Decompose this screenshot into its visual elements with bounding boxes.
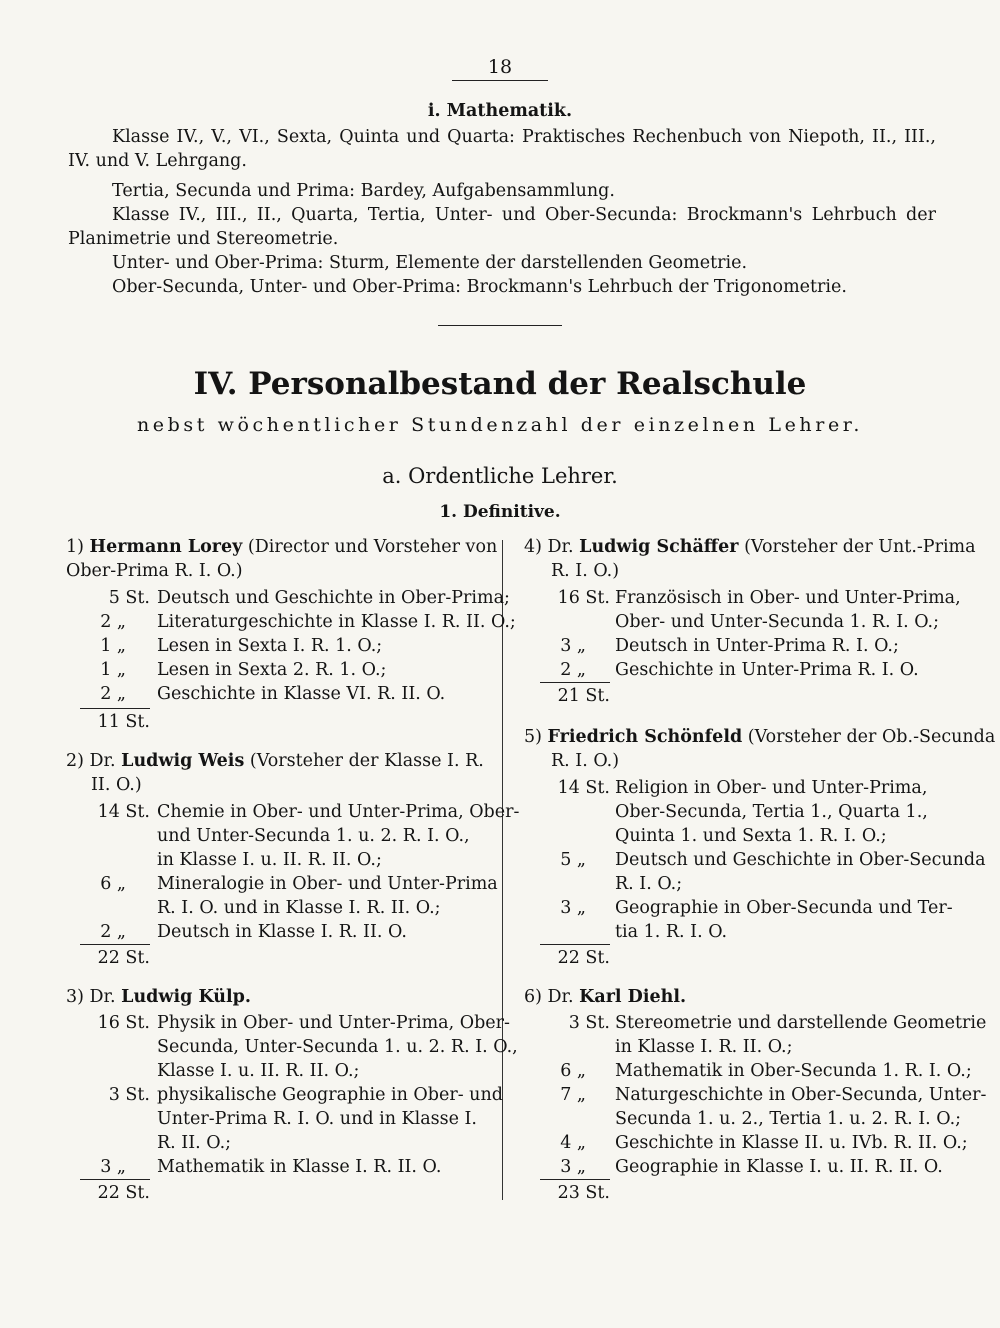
teacher-number: 5) (524, 727, 542, 747)
teacher-number: 1) (66, 537, 84, 557)
subject: Physik in Ober- und Unter-Prima, Ober- (157, 1013, 510, 1033)
hours: 1 „ (100, 636, 126, 656)
subject: Lesen in Sexta I. R. 1. O.; (157, 636, 383, 656)
teacher-role-cont: Ober-Prima R. I. O.) (66, 561, 243, 581)
subject: Secunda 1. u. 2., Tertia 1. u. 2. R. I. O.; (615, 1109, 962, 1129)
math-section-title: i. Mathematik. (427, 101, 573, 121)
math-line-4: Klasse IV., III., II., Quarta, Tertia, Unter- und Ober-Secunda: Brockmann's Lehrbuch der (112, 205, 936, 225)
teacher-role-cont: R. I. O.) (551, 561, 620, 581)
subject: in Klasse I. u. II. R. II. O.; (157, 850, 382, 870)
math-line-7: Ober-Secunda, Unter- und Ober-Prima: Brockmann's Lehrbuch der Trigonometrie. (112, 277, 847, 297)
teacher-role: (Vorsteher der Ob.-Secunda (747, 727, 996, 747)
subject: R. II. O.; (157, 1133, 232, 1153)
hours: 16 St. (557, 588, 610, 608)
sum-rule (540, 682, 610, 683)
subject: Mathematik in Klasse I. R. II. O. (157, 1157, 442, 1177)
math-line-2: IV. und V. Lehrgang. (68, 151, 247, 171)
hours: 6 „ (560, 1061, 586, 1081)
teacher-name: Karl Diehl. (579, 987, 687, 1007)
teacher-entry-4 (524, 535, 976, 559)
section-subtitle: nebst wöchentlicher Stundenzahl der einzelnen Lehrer. (136, 414, 864, 436)
teacher-role: (Vorsteher der Klasse I. R. (249, 751, 484, 771)
subject: Deutsch in Unter-Prima R. I. O.; (615, 636, 899, 656)
total-hours: 22 St. (97, 948, 150, 968)
teacher-name: Ludwig Külp. (121, 987, 251, 1007)
teacher-entry-2 (66, 749, 484, 773)
subheading-ordentliche-lehrer: a. Ordentliche Lehrer. (382, 464, 618, 488)
subject: Geschichte in Unter-Prima R. I. O. (615, 660, 919, 680)
subject: Quinta 1. und Sexta 1. R. I. O.; (615, 826, 887, 846)
math-line-3: Tertia, Secunda und Prima: Bardey, Aufgabensammlung. (112, 181, 615, 201)
hours: 2 „ (100, 922, 126, 942)
total-hours: 22 St. (557, 948, 610, 968)
teacher-number: 6) Dr. (524, 987, 574, 1007)
subject: physikalische Geographie in Ober- und (157, 1085, 503, 1105)
subject: Lesen in Sexta 2. R. 1. O.; (157, 660, 387, 680)
subject: Geschichte in Klasse II. u. IVb. R. II. O.; (615, 1133, 968, 1153)
subject: Mineralogie in Ober- und Unter-Prima (157, 874, 498, 894)
total-hours: 22 St. (97, 1183, 150, 1203)
sum-rule (80, 944, 150, 945)
subject: Deutsch und Geschichte in Ober-Secunda (615, 850, 986, 870)
hours: 3 „ (560, 898, 586, 918)
teacher-role-cont: R. I. O.) (551, 751, 620, 771)
hours: 3 St. (108, 1085, 150, 1105)
subject: R. I. O.; (615, 874, 683, 894)
hours: 3 St. (568, 1013, 610, 1033)
hours: 3 „ (560, 1157, 586, 1177)
subject: in Klasse I. R. II. O.; (615, 1037, 793, 1057)
subject: und Unter-Secunda 1. u. 2. R. I. O., (157, 826, 470, 846)
section-title: IV. Personalbestand der Realschule (193, 366, 807, 402)
subject: Geschichte in Klasse VI. R. II. O. (157, 684, 446, 704)
subject: Geographie in Ober-Secunda und Ter- (615, 898, 953, 918)
page-number-rule (452, 80, 548, 81)
teacher-name: Ludwig Schäffer (579, 537, 739, 557)
section-divider (438, 325, 562, 326)
subject: Ober- und Unter-Secunda 1. R. I. O.; (615, 612, 940, 632)
subject: Secunda, Unter-Secunda 1. u. 2. R. I. O., (157, 1037, 518, 1057)
hours: 2 „ (560, 660, 586, 680)
page-number: 18 (487, 56, 513, 78)
teacher-role: (Vorsteher der Unt.-Prima (744, 537, 976, 557)
teacher-entry-5 (524, 725, 995, 749)
teacher-role: (Director und Vorsteher von (247, 537, 498, 557)
subject: Stereometrie und darstellende Geometrie (615, 1013, 987, 1033)
subject: Literaturgeschichte in Klasse I. R. II. O.; (157, 612, 516, 632)
teacher-entry-6 (524, 985, 686, 1009)
subject: R. I. O. und in Klasse I. R. II. O.; (157, 898, 441, 918)
teacher-number: 3) Dr. (66, 987, 116, 1007)
subject: Religion in Ober- und Unter-Prima, (615, 778, 928, 798)
teacher-role-cont: II. O.) (91, 775, 142, 795)
hours: 16 St. (97, 1013, 150, 1033)
hours: 14 St. (97, 802, 150, 822)
teacher-entry-3 (66, 985, 251, 1009)
subject: Mathematik in Ober-Secunda 1. R. I. O.; (615, 1061, 972, 1081)
total-hours: 21 St. (557, 686, 610, 706)
hours: 3 „ (100, 1157, 126, 1177)
hours: 6 „ (100, 874, 126, 894)
teacher-number: 4) Dr. (524, 537, 574, 557)
subject: Französisch in Ober- und Unter-Prima, (615, 588, 961, 608)
teacher-number: 2) Dr. (66, 751, 116, 771)
hours: 3 „ (560, 636, 586, 656)
teacher-name: Ludwig Weis (121, 751, 245, 771)
teacher-name: Hermann Lorey (89, 537, 243, 557)
sum-rule (80, 708, 150, 709)
hours: 1 „ (100, 660, 126, 680)
subject: Chemie in Ober- und Unter-Prima, Ober- (157, 802, 520, 822)
subject: Deutsch und Geschichte in Ober-Prima; (157, 588, 510, 608)
sum-rule (80, 1179, 150, 1180)
hours: 5 St. (108, 588, 150, 608)
subject: Klasse I. u. II. R. II. O.; (157, 1061, 360, 1081)
teacher-entry-1 (66, 535, 497, 559)
total-hours: 11 St. (97, 712, 150, 732)
math-line-5: Planimetrie und Stereometrie. (68, 229, 339, 249)
subject: Deutsch in Klasse I. R. II. O. (157, 922, 407, 942)
sum-rule (540, 944, 610, 945)
hours: 4 „ (560, 1133, 586, 1153)
total-hours: 23 St. (557, 1183, 610, 1203)
hours: 5 „ (560, 850, 586, 870)
subject: Unter-Prima R. I. O. und in Klasse I. (157, 1109, 477, 1129)
subject: tia 1. R. I. O. (615, 922, 728, 942)
sum-rule (540, 1179, 610, 1180)
subject: Ober-Secunda, Tertia 1., Quarta 1., (615, 802, 928, 822)
hours: 14 St. (557, 778, 610, 798)
subject: Naturgeschichte in Ober-Secunda, Unter- (615, 1085, 987, 1105)
hours: 7 „ (560, 1085, 586, 1105)
math-line-6: Unter- und Ober-Prima: Sturm, Elemente der darstellenden Geometrie. (112, 253, 748, 273)
hours: 2 „ (100, 612, 126, 632)
subheading-definitive: 1. Definitive. (439, 502, 561, 522)
math-line-1: Klasse IV., V., VI., Sexta, Quinta und Quarta: Praktisches Rechenbuch von Niepoth, II., III., (112, 127, 936, 147)
hours: 2 „ (100, 684, 126, 704)
teacher-name: Friedrich Schönfeld (547, 727, 743, 747)
subject: Geographie in Klasse I. u. II. R. II. O. (615, 1157, 943, 1177)
